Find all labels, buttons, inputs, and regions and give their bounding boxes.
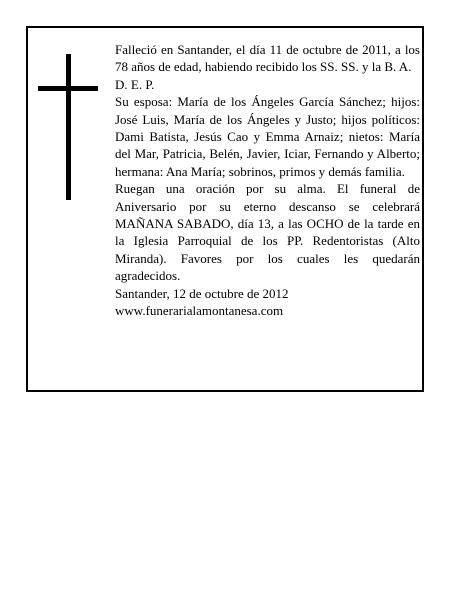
website: www.funerarialamontanesa.com xyxy=(115,303,284,319)
funeral-request: Ruegan una oración por su alma. El funeral de Aniversario por su eterno descanso se celebrará MAÑANA SABADO, día 13, a las OCHO de la tarde en la Iglesia Parroquial de los PP. Redentoristas (Alto Miranda). Favores por los cuales les quedarán agradecidos. xyxy=(115,181,420,284)
notice-text xyxy=(115,41,420,320)
cross-horizontal-bar xyxy=(38,86,98,91)
obituary-notice xyxy=(26,26,424,392)
latin-cross-icon xyxy=(38,54,98,200)
place-date: Santander, 12 de octubre de 2012 xyxy=(115,285,289,301)
cross-vertical-bar xyxy=(66,54,71,200)
family-list: Su esposa: María de los Ángeles García Sánchez; hijos: José Luis, María de los Ángeles y Justo; hijos políticos: Dami Batista, Jesús Cao y Emma Arnaiz; nietos: María del Mar, Patricia, Belén, Javier, Iciar, Fernando y Alberto; hermana: Ana María; sobrinos, primos y demás familia. xyxy=(115,94,420,179)
death-announcement: Falleció en Santander, el día 11 de octubre de 2011, a los 78 años de edad, habiendo recibido los SS. SS. y la B. A. xyxy=(115,42,420,75)
dep-line: D. E. P. xyxy=(115,76,155,92)
